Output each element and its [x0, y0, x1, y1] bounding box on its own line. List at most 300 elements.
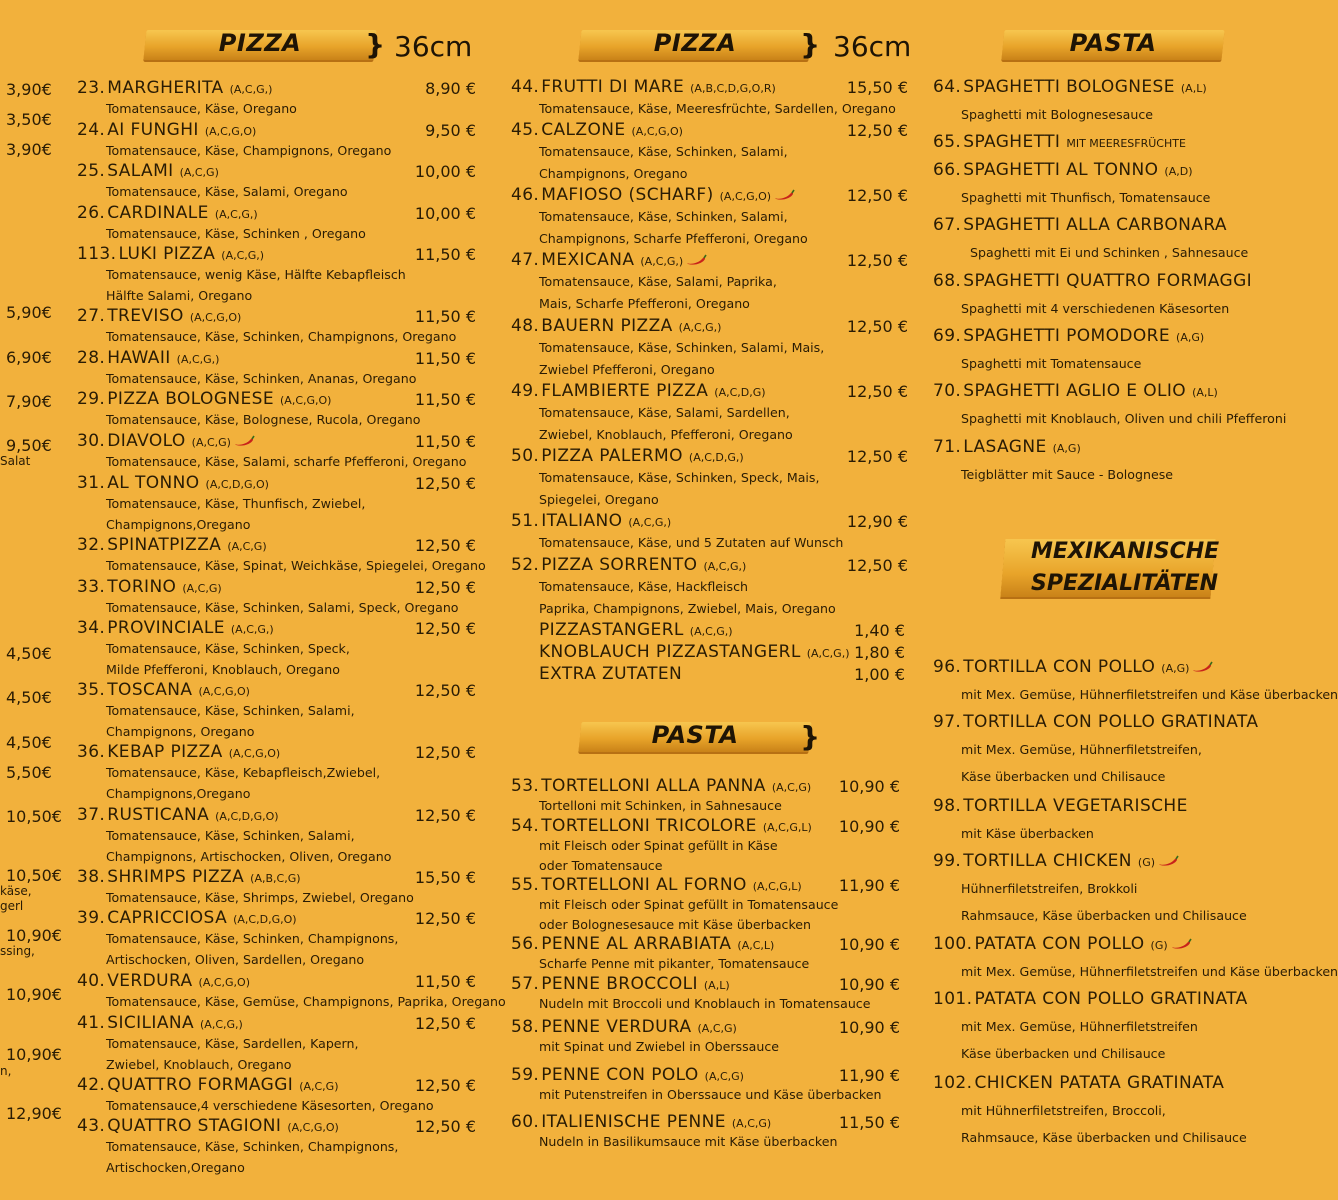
pizza-col1-price: 11,50 € — [414, 432, 476, 451]
pizza_col1-item-title: CAPRICCIOSA — [107, 908, 228, 928]
pizza_col2-item-number: 44. — [511, 77, 540, 97]
pizza_col1-item-allergens: (A,C,D,G,O) — [233, 913, 297, 926]
pasta_col2-item-number: 57. — [511, 974, 540, 994]
pasta-col3-desc: Teigblätter mit Sauce - Bolognese — [961, 467, 1174, 482]
mexican-item-allergens: (G) — [1150, 939, 1168, 952]
pasta-col3-desc: Spaghetti mit 4 verschiedenen Käsesorten — [961, 301, 1230, 316]
extra-item-allergens: (A,C,G,) — [689, 625, 733, 638]
pizza-col2-desc: Tomatensauce, Käse, Meeresfrüchte, Sardellen, Oregano — [539, 101, 896, 116]
pasta-header-top-title: PASTA — [1069, 29, 1157, 57]
pizza-col1-desc: Tomatensauce, Käse, Schinken, Ananas, Oregano — [106, 371, 417, 386]
pizza_col1-item-number: 36. — [77, 742, 106, 762]
pizza_col1-item-name — [77, 1013, 243, 1033]
mexican-item-number: 99. — [933, 851, 962, 871]
pizza_col1-item-name — [77, 161, 219, 181]
left-partial-price: 10,50€ — [6, 807, 62, 826]
left-partial-price: 10,50€ — [6, 866, 62, 885]
pizza-col1-price: 10,00 € — [414, 204, 476, 223]
pizza_col1-item-number: 39. — [77, 908, 106, 928]
left-partial-price: 5,90€ — [6, 303, 52, 322]
pasta_col3-item-name — [933, 77, 1207, 97]
pizza_col1-item-number: 29. — [77, 389, 106, 409]
pizza-col1-desc: Champignons, Oregano — [106, 724, 255, 739]
pizza_col1-item-title: QUATTRO FORMAGGI — [107, 1075, 294, 1095]
pizza-col1-price: 10,00 € — [414, 162, 476, 181]
pizza-col1-price: 12,50 € — [414, 743, 476, 762]
pizza-header-2: PIZZA } — [580, 26, 810, 62]
pizza_col2-item-number: 47. — [511, 250, 540, 270]
pizza-col2-price: 12,50 € — [846, 447, 908, 466]
pizza_col2-item-title: MEXICANA — [541, 250, 635, 270]
pizza-col1-desc: Champignons,Oregano — [106, 517, 251, 532]
pasta_col2-item-number: 58. — [511, 1017, 540, 1037]
pizza-col1-desc: Tomatensauce, Käse, Thunfisch, Zwiebel, — [106, 496, 366, 511]
pasta_col2-item-title: PENNE CON POLO — [541, 1065, 699, 1085]
pizza_col1-item-number: 24. — [77, 120, 106, 140]
pasta_col2-item-number: 59. — [511, 1065, 540, 1085]
pizza_col1-item-number: 26. — [77, 203, 106, 223]
pizza-col1-desc: Tomatensauce, Käse, Schinken, Salami, — [106, 703, 355, 718]
pizza_col1-item-allergens: (A,C,G) — [191, 436, 231, 449]
left-partial-price: 4,50€ — [6, 644, 52, 663]
pizza_col1-item-allergens: (A,C,G,O) — [198, 685, 250, 698]
pizza_col2-item-allergens: (A,C,D,G) — [714, 386, 766, 399]
pizza-size-1: 36cm — [394, 30, 473, 63]
pizza_col2-item-title: CALZONE — [541, 120, 626, 140]
pizza_col1-item-allergens: (A,C,G,O) — [228, 747, 281, 760]
mexican-item-name — [933, 934, 1192, 954]
pizza-col1-desc: Tomatensauce, Käse, Gemüse, Champignons, Paprika, Oregano — [106, 994, 506, 1009]
pasta_col3-item-allergens: MIT MEERESFRÜCHTE — [1066, 137, 1186, 150]
pizza-col2-desc: Champignons, Oregano — [539, 166, 688, 181]
pizza_col1-item-allergens: (A,C,G,) — [176, 353, 220, 366]
pasta_col2-item-number: 56. — [511, 934, 540, 954]
pizza_col1-item-title: SICILIANA — [107, 1013, 194, 1033]
pizza_col2-item-name — [511, 185, 795, 205]
mexican-item-number: 100. — [933, 934, 973, 954]
mexican-item-title: PATATA CON POLLO — [974, 934, 1145, 954]
pizza_col2-item-allergens: (A,C,G,) — [640, 255, 684, 268]
pizza_col1-item-title: MARGHERITA — [107, 78, 224, 98]
pizza_col1-item-name — [77, 78, 272, 98]
pasta-col2-desc: Nudeln in Basilikumsauce mit Käse überbacken — [539, 1134, 838, 1149]
pizza-col1-desc: Tomatensauce, Käse, Champignons, Oregano — [106, 143, 392, 158]
pizza_col1-item-title: SALAMI — [107, 161, 174, 181]
pizza_col1-item-name — [77, 473, 269, 493]
pasta-col2-desc: oder Bolognesesauce mit Käse überbacken — [539, 917, 812, 932]
pizza_col2-item-allergens: (A,C,D,G,) — [688, 451, 744, 464]
pasta_col2-item-number: 54. — [511, 816, 540, 836]
pizza_col1-item-allergens: (A,C,G,O) — [189, 311, 242, 324]
extra-item-title: PIZZASTANGERL — [539, 620, 684, 640]
extra-item-title: KNOBLAUCH PIZZASTANGERL — [539, 642, 801, 662]
pasta_col2-item-allergens: (A,C,G) — [704, 1070, 744, 1083]
pizza_col2-item-title: PIZZA PALERMO — [541, 446, 683, 466]
left-partial-price: 12,90€ — [6, 1104, 62, 1123]
pizza-col2-desc: Spiegelei, Oregano — [539, 492, 659, 507]
chili-pepper-icon — [233, 435, 255, 447]
pizza-col2-price: 12,50 € — [846, 186, 908, 205]
pizza_col1-item-title: AI FUNGHI — [107, 120, 199, 140]
pasta_col2-item-allergens: (A,C,L) — [737, 939, 775, 952]
pizza-col1-price: 11,50 € — [414, 972, 476, 991]
left-partial-price: 9,50€ — [6, 436, 52, 455]
pizza_col1-item-allergens: (A,C,G) — [179, 166, 219, 179]
pizza_col1-item-allergens: (A,C,G,) — [229, 83, 273, 96]
pizza-col1-price: 12,50 € — [414, 536, 476, 555]
mexican-item-name — [933, 1073, 1224, 1093]
pasta_col2-item-allergens: (A,C,G) — [771, 781, 812, 794]
pizza_col1-item-number: 33. — [77, 577, 106, 597]
mexican-item-name — [933, 851, 1179, 871]
pasta-col2-price: 11,50 € — [838, 1113, 900, 1132]
pasta-col2-desc: mit Fleisch oder Spinat gefüllt in Tomatensauce — [539, 897, 839, 912]
pizza-col2-desc: Tomatensauce, Käse, Schinken, Salami, — [539, 209, 788, 224]
pizza-col1-desc: Artischocken, Oliven, Sardellen, Oregano — [106, 952, 365, 967]
pizza-header-1: PIZZA } — [145, 26, 375, 62]
pizza-col2-price: 12,50 € — [846, 317, 908, 336]
pizza-col2-desc: Tomatensauce, Käse, Salami, Paprika, — [539, 274, 777, 289]
mexican-item-number: 98. — [933, 796, 962, 816]
mexican-item-title: TORTILLA CHICKEN — [963, 851, 1132, 871]
pasta-col2-price: 11,90 € — [838, 1066, 900, 1085]
pizza-col1-desc: Tomatensauce, Käse, Schinken, Salami, Speck, Oregano — [106, 600, 459, 615]
mexican-desc: Käse überbacken und Chilisauce — [961, 1046, 1166, 1061]
pasta_col2-item-name — [511, 816, 812, 836]
pizza-col2-price: 12,50 € — [846, 251, 908, 270]
pasta_col2-item-name — [511, 875, 802, 895]
pizza_col2-item-allergens: (A,C,G,) — [703, 560, 747, 573]
pizza_col1-item-name — [77, 742, 280, 762]
pizza_col1-item-number: 41. — [77, 1013, 106, 1033]
pizza-col2-desc: Champignons, Scharfe Pfefferoni, Oregano — [539, 231, 808, 246]
pizza-col1-desc: Tomatensauce, Käse, Bolognese, Rucola, Oregano — [106, 412, 421, 427]
left-partial-note: ssing, — [0, 944, 35, 958]
pasta_col3-item-title: SPAGHETTI AL TONNO — [963, 160, 1159, 180]
pasta-col3-desc: Spaghetti mit Thunfisch, Tomatensauce — [961, 190, 1211, 205]
pizza_col1-item-number: 40. — [77, 971, 106, 991]
pizza-col1-price: 12,50 € — [414, 578, 476, 597]
pizza-col1-price: 12,50 € — [414, 681, 476, 700]
pizza-col2-desc: Zwiebel, Knoblauch, Pfefferoni, Oregano — [539, 427, 793, 442]
left-partial-price: 10,90€ — [6, 1045, 62, 1064]
pasta-col2-price: 10,90 € — [838, 935, 900, 954]
pasta_col3-item-number: 64. — [933, 77, 962, 97]
pizza_col2-item-allergens: (A,C,G,O) — [719, 190, 772, 203]
pizza_col2-item-name — [511, 316, 721, 336]
pizza_col1-item-title: CARDINALE — [107, 203, 209, 223]
pasta-col2-price: 10,90 € — [838, 1018, 900, 1037]
pizza_col1-item-name — [77, 244, 264, 264]
mexican-item-title: TORTILLA VEGETARISCHE — [963, 796, 1188, 816]
mexican-item-number: 96. — [933, 657, 962, 677]
pasta_col3-item-number: 70. — [933, 381, 962, 401]
pizza_col1-item-allergens: (A,C,G,) — [221, 249, 265, 262]
pizza-col2-price: 12,90 € — [846, 512, 908, 531]
mexican-header — [1003, 533, 1220, 603]
mexican-item-title: PATATA CON POLLO GRATINATA — [974, 989, 1248, 1009]
pizza_col2-item-name — [511, 446, 744, 466]
pizza_col1-item-allergens: (A,C,G,) — [230, 623, 274, 636]
pizza-col1-desc: Tomatensauce, Käse, Shrimps, Zwiebel, Oregano — [106, 890, 414, 905]
pasta-col3-desc: Spaghetti mit Knoblauch, Oliven und chili Pfefferoni — [961, 411, 1287, 426]
pizza_col1-item-number: 31. — [77, 473, 106, 493]
pizza-col1-desc: Tomatensauce, Käse, Schinken, Salami, — [106, 828, 355, 843]
pizza-col1-price: 12,50 € — [414, 474, 476, 493]
pasta_col3-item-allergens: (A,G) — [1176, 331, 1205, 344]
pasta_col3-item-name — [933, 160, 1192, 180]
left-partial-price: 4,50€ — [6, 733, 52, 752]
mexican-header-line2: SPEZIALITÄTEN — [1031, 571, 1219, 596]
pizza-col1-desc: Artischocken,Oregano — [106, 1160, 245, 1175]
pizza_col1-item-name — [77, 971, 250, 991]
extra-item-name — [539, 620, 733, 640]
pizza_col1-item-number: 32. — [77, 535, 106, 555]
pizza_col1-item-title: VERDURA — [107, 971, 193, 991]
pizza_col2-item-title: ITALIANO — [541, 511, 623, 531]
pizza_col1-item-allergens: (A,B,C,G) — [250, 872, 301, 885]
pizza_col1-item-name — [77, 120, 256, 140]
extra-item-title: EXTRA ZUTATEN — [539, 664, 683, 684]
mexican-item-number: 97. — [933, 712, 962, 732]
pizza_col1-item-number: 23. — [77, 78, 106, 98]
mexican-item-name — [933, 657, 1213, 677]
pasta-col3-desc: Spaghetti mit Ei und Schinken , Sahnesauce — [970, 245, 1249, 260]
pasta_col2-item-title: PENNE AL ARRABIATA — [541, 934, 732, 954]
pasta_col3-item-number: 67. — [933, 215, 962, 235]
pizza_col1-item-number: 113. — [77, 244, 117, 264]
pasta_col3-item-title: SPAGHETTI — [963, 132, 1061, 152]
pizza_col2-item-number: 49. — [511, 381, 540, 401]
chili-pepper-icon — [773, 189, 795, 201]
mexican-item-allergens: (G) — [1137, 856, 1156, 869]
left-partial-price: 7,90€ — [6, 392, 52, 411]
pizza_col1-item-allergens: (A,C,G) — [299, 1080, 339, 1093]
pizza-col2-price: 12,50 € — [846, 382, 908, 401]
pizza-col1-price: 8,90 € — [425, 79, 476, 98]
pizza_col2-item-number: 52. — [511, 555, 540, 575]
pizza_col1-item-allergens: (A,C,G,O) — [198, 976, 250, 989]
pasta-col3-desc: Spaghetti mit Tomatensauce — [961, 356, 1142, 371]
pizza_col1-item-allergens: (A,C,G,O) — [204, 125, 257, 138]
left-partial-note: Salat — [0, 454, 31, 468]
mexican-desc: mit Mex. Gemüse, Hühnerfiletstreifen — [961, 1019, 1198, 1034]
pizza-col2-desc: Tomatensauce, Käse, Schinken, Salami, — [539, 144, 788, 159]
chili-pepper-icon — [685, 254, 707, 266]
pasta_col3-item-name — [933, 215, 1227, 235]
pizza_col2-item-name — [511, 77, 776, 97]
pizza_col2-item-title: BAUERN PIZZA — [541, 316, 673, 336]
pizza_col1-item-title: TORINO — [107, 577, 177, 597]
mexican-desc: mit Mex. Gemüse, Hühnerfiletstreifen und Käse überbacken — [961, 687, 1338, 702]
pizza_col1-item-number: 27. — [77, 306, 106, 326]
pizza-col2-desc: Mais, Scharfe Pfefferoni, Oregano — [539, 296, 750, 311]
pizza-col1-price: 11,50 € — [414, 390, 476, 409]
chili-pepper-icon — [1157, 855, 1179, 867]
pasta_col3-item-number: 65. — [933, 132, 962, 152]
pizza_col2-item-number: 50. — [511, 446, 540, 466]
left-partial-price: 3,50€ — [6, 110, 52, 129]
pizza_col1-item-name — [77, 348, 219, 368]
pizza_col2-item-allergens: (A,C,G,O) — [631, 125, 683, 138]
pasta-header-mid: PASTA } — [580, 718, 810, 754]
pasta_col2-item-name — [511, 1017, 737, 1037]
pizza_col2-item-name — [511, 511, 671, 531]
mexican-item-title: CHICKEN PATATA GRATINATA — [974, 1073, 1225, 1093]
pizza-col2-desc: Tomatensauce, Käse, Salami, Sardellen, — [539, 405, 790, 420]
pizza-col2-price: 12,50 € — [846, 556, 908, 575]
pizza_col1-item-allergens: (A,C,G,O) — [287, 1121, 339, 1134]
mexican-item-allergens: (A,G) — [1161, 662, 1190, 675]
pizza-col1-desc: Tomatensauce, Käse, Sardellen, Kapern, — [106, 1036, 359, 1051]
pizza_col1-item-name — [77, 577, 222, 597]
pasta_col2-item-title: TORTELLONI TRICOLORE — [541, 816, 757, 836]
left-partial-price: 10,90€ — [6, 926, 62, 945]
pizza_col1-item-name — [77, 1116, 339, 1136]
pizza_col1-item-title: PIZZA BOLOGNESE — [107, 389, 274, 409]
pizza-col1-desc: Tomatensauce, Käse, Schinken, Champignons, — [106, 1139, 399, 1154]
pasta_col2-item-number: 53. — [511, 776, 540, 796]
pasta_col2-item-number: 55. — [511, 875, 540, 895]
mexican-desc: mit Hühnerfiletstreifen, Broccoli, — [961, 1103, 1166, 1118]
pasta_col2-item-allergens: (A,L) — [703, 979, 730, 992]
pizza_col1-item-number: 43. — [77, 1116, 106, 1136]
pizza_col1-item-allergens: (A,C,G,) — [200, 1018, 243, 1031]
pizza_col1-item-title: PROVINCIALE — [107, 618, 225, 638]
pizza-col1-price: 11,50 € — [414, 307, 476, 326]
pizza-col1-desc: Champignons, Artischocken, Oliven, Oregano — [106, 849, 392, 864]
pizza-col1-desc: Tomatensauce, Käse, Schinken, Speck, — [106, 641, 350, 656]
left-partial-note: n, — [0, 1064, 12, 1078]
mexican-item-number: 102. — [933, 1073, 973, 1093]
left-partial-price: 3,90€ — [6, 140, 52, 159]
pizza_col1-item-name — [77, 535, 267, 555]
pizza-col2-desc: Tomatensauce, Käse, Schinken, Salami, Mais, — [539, 340, 825, 355]
pizza-col1-desc: Tomatensauce, Käse, Kebapfleisch,Zwiebel, — [106, 765, 381, 780]
pasta_col3-item-title: SPAGHETTI BOLOGNESE — [963, 77, 1175, 97]
pasta_col2-item-allergens: (A,C,G,L) — [762, 821, 812, 834]
pizza-col1-desc: Tomatensauce, Käse, Salami, Oregano — [106, 184, 348, 199]
pizza_col2-item-name — [511, 555, 746, 575]
pizza_col1-item-name — [77, 203, 258, 223]
pizza-col1-price: 15,50 € — [414, 868, 476, 887]
pizza-col1-price: 12,50 € — [414, 909, 476, 928]
pizza_col1-item-title: AL TONNO — [107, 473, 200, 493]
pasta-col2-price: 10,90 € — [838, 777, 900, 796]
pasta-col2-desc: mit Fleisch oder Spinat gefüllt in Käse — [539, 838, 778, 853]
pasta_col3-item-number: 68. — [933, 271, 962, 291]
left-partial-price: 4,50€ — [6, 688, 52, 707]
extra-item-name — [539, 642, 850, 662]
pasta_col2-item-title: PENNE BROCCOLI — [541, 974, 698, 994]
pizza_col1-item-number: 30. — [77, 431, 106, 451]
pizza_col1-item-allergens: (A,C,G,O) — [280, 394, 332, 407]
pasta-col2-desc: mit Spinat und Zwiebel in Oberssauce — [539, 1039, 780, 1054]
pasta_col2-item-title: PENNE VERDURA — [541, 1017, 692, 1037]
pasta-col2-desc: oder Tomatensauce — [539, 858, 663, 873]
pizza_col1-item-title: LUKI PIZZA — [118, 244, 216, 264]
extra-item-price: 1,00 € — [854, 665, 905, 684]
pasta-col3-desc: Spaghetti mit Bolognesesauce — [961, 107, 1154, 122]
pizza_col1-item-title: HAWAII — [107, 348, 171, 368]
pizza_col2-item-name — [511, 381, 766, 401]
pizza_col2-item-number: 46. — [511, 185, 540, 205]
pizza_col1-item-number: 42. — [77, 1075, 106, 1095]
chili-pepper-icon — [1170, 938, 1192, 950]
pizza-header-1-title: PIZZA — [218, 29, 302, 57]
pizza_col2-item-title: FRUTTI DI MARE — [541, 77, 685, 97]
left-partial-price: 10,90€ — [6, 985, 62, 1004]
mexican-desc: Käse überbacken und Chilisauce — [961, 769, 1166, 784]
pizza-col1-desc: Hälfte Salami, Oregano — [106, 288, 253, 303]
pasta-col2-desc: Tortelloni mit Schinken, in Sahnesauce — [539, 798, 782, 813]
pizza_col2-item-allergens: (A,C,G,) — [678, 321, 722, 334]
pizza-col1-desc: Tomatensauce, Käse, Schinken , Oregano — [106, 226, 366, 241]
pasta_col3-item-allergens: (A,D) — [1164, 165, 1193, 178]
pasta_col3-item-name — [933, 437, 1081, 457]
pizza_col1-item-number: 35. — [77, 680, 106, 700]
pizza_col1-item-number: 38. — [77, 867, 106, 887]
pasta_col3-item-title: LASAGNE — [963, 437, 1047, 457]
pizza_col1-item-title: DIAVOLO — [107, 431, 186, 451]
pasta_col3-item-number: 66. — [933, 160, 962, 180]
pasta_col3-item-title: SPAGHETTI ALLA CARBONARA — [963, 215, 1227, 235]
pizza-col1-price: 11,50 € — [414, 349, 476, 368]
pizza_col1-item-allergens: (A,C,G) — [227, 540, 267, 553]
pizza_col1-item-name — [77, 867, 301, 887]
extra-item-price: 1,40 € — [854, 621, 905, 640]
pasta-header-top — [1003, 26, 1223, 62]
left-partial-note: käse, — [0, 884, 32, 898]
mexican-desc: mit Käse überbacken — [961, 826, 1094, 841]
extra-item-allergens: (A,C,G,) — [806, 647, 850, 660]
pizza_col2-item-number: 45. — [511, 120, 540, 140]
pasta-header-mid-title: PASTA — [651, 721, 739, 749]
pizza_col1-item-title: TOSCANA — [107, 680, 193, 700]
chili-pepper-icon — [1191, 661, 1213, 673]
pasta_col2-item-name — [511, 1112, 771, 1132]
pasta_col3-item-number: 71. — [933, 437, 962, 457]
pizza-col1-desc: Tomatensauce,4 verschiedene Käsesorten, Oregano — [106, 1098, 434, 1113]
left-partial-note: gerl — [0, 899, 24, 913]
mexican-item-name — [933, 712, 1258, 732]
pasta_col3-item-number: 69. — [933, 326, 962, 346]
mexican-desc: Rahmsauce, Käse überbacken und Chilisauce — [961, 1130, 1247, 1145]
pizza-col2-desc: Tomatensauce, Käse, Hackfleisch — [539, 579, 748, 594]
pasta_col2-item-name — [511, 776, 811, 796]
pasta_col3-item-allergens: (A,G) — [1052, 442, 1081, 455]
pasta_col3-item-allergens: (A,L) — [1192, 386, 1218, 399]
pasta_col3-item-name — [933, 271, 1252, 291]
pizza_col2-item-title: MAFIOSO (SCHARF) — [541, 185, 714, 205]
pizza_col1-item-title: KEBAP PIZZA — [107, 742, 223, 762]
pizza_col1-item-title: QUATTRO STAGIONI — [107, 1116, 282, 1136]
pasta_col2-item-name — [511, 934, 774, 954]
mexican-item-number: 101. — [933, 989, 973, 1009]
pizza-col1-desc: Tomatensauce, Käse, Oregano — [106, 101, 297, 116]
left-partial-price: 3,90€ — [6, 80, 52, 99]
pizza_col1-item-title: SPINATPIZZA — [107, 535, 222, 555]
pizza_col1-item-name — [77, 680, 250, 700]
pasta_col3-item-name — [933, 381, 1218, 401]
pizza_col1-item-number: 37. — [77, 805, 106, 825]
pizza-col1-desc: Zwiebel, Knoblauch, Oregano — [106, 1057, 292, 1072]
pizza_col1-item-number: 25. — [77, 161, 106, 181]
pizza-col1-desc: Champignons,Oregano — [106, 786, 251, 801]
pizza-col2-desc: Paprika, Champignons, Zwiebel, Mais, Oregano — [539, 601, 836, 616]
pizza-col1-price: 12,50 € — [414, 1076, 476, 1095]
pasta_col3-item-name — [933, 132, 1186, 152]
